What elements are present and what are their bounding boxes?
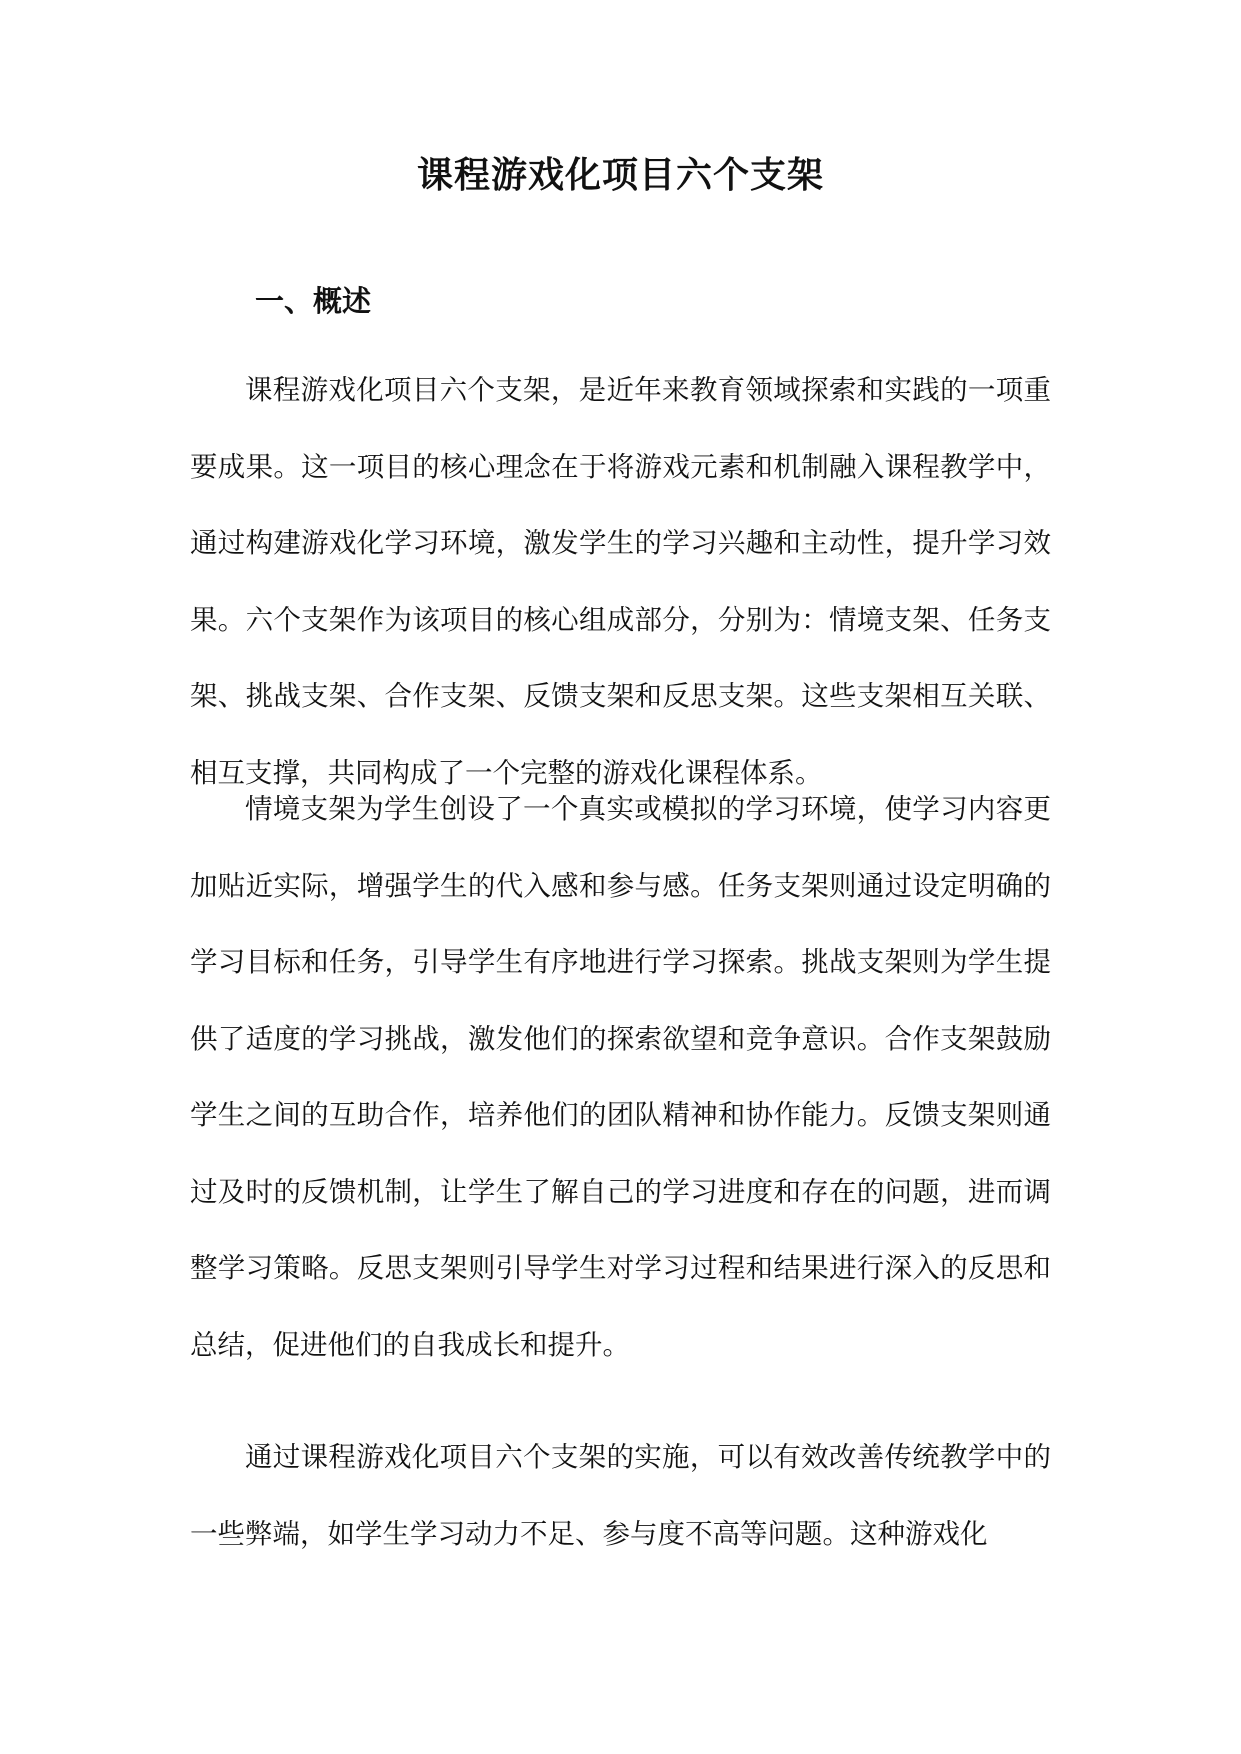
document-title: 课程游戏化项目六个支架 — [416, 155, 824, 196]
paragraph: 通过课程游戏化项目六个支架的实施，可以有效改善传统教学中的一些弊端，如学生学习动力不足、参与度不高等问题。这种游戏化 — [190, 1441, 1051, 1550]
section-heading: 一、概述 — [255, 284, 372, 318]
paragraph: 课程游戏化项目六个支架，是近年来教育领域探索和实践的一项重要成果。这一项目的核心理念在于将游戏元素和机制融入课程教学中，通过构建游戏化学习环境，激发学生的学习兴趣和主动性，提升学习效果。六个支架作为该项目的核心组成部分，分别为：情境支架、任务支架、挑战支架、合作支架、反馈支架和反思支架。这些支架相互关联、相互支撑，共同构成了一个完整的游戏化课程体系。 — [190, 374, 1051, 789]
paragraph: 情境支架为学生创设了一个真实或模拟的学习环境，使学习内容更加贴近实际，增强学生的代入感和参与感。任务支架则通过设定明确的学习目标和任务，引导学生有序地进行学习探索。挑战支架则为学生提供了适度的学习挑战，激发他们的探索欲望和竞争意识。合作支架鼓励学生之间的互助合作，培养他们的团队精神和协作能力。反馈支架则通过及时的反馈机制，让学生了解自己的学习进度和存在的问题，进而调整学习策略。反思支架则引导学生对学习过程和结果进行深入的反思和总结，促进他们的自我成长和提升。 — [190, 793, 1051, 1361]
